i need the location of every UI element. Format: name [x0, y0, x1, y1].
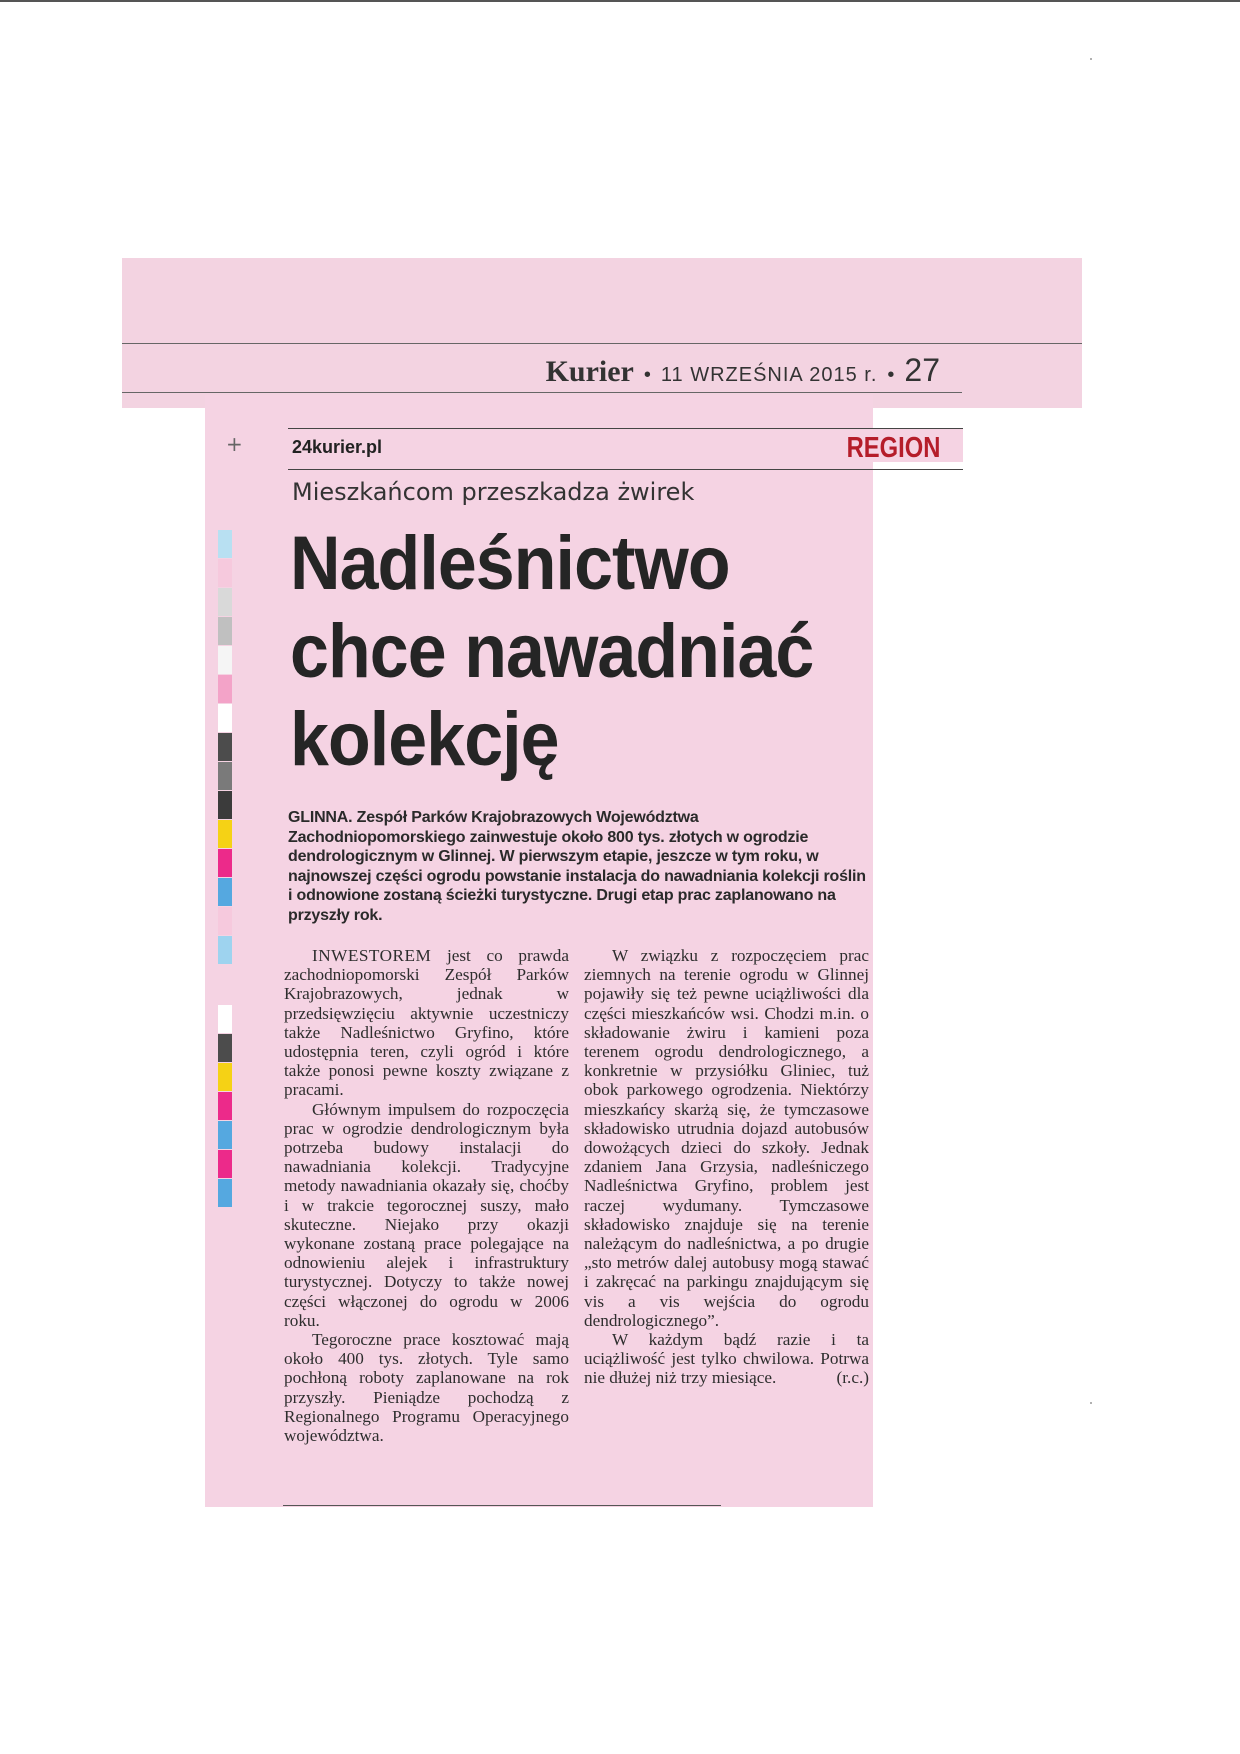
- paragraph: W związku z rozpoczęciem prac ziemnych na terenie ogrodu w Glinnej pojawiły się też pewne uciążliwości dla części mieszkańców wsi. Chodzi m.in. o składowanie żwiru i kamieni poza terenem ogrodu dendrologicznego, a konkretnie w przysiółku Gliniec, tuż obok parkowego ogrodzenia. Niektórzy mieszkańcy skarżą się, że tymczasowe składowisko utrudnia dojazd autobusów dowożących dzieci do szkoły. Jednak zdaniem Jana Grzysia, nadleśniczego Nadleśnictwa Gryfino, problem jest raczej wydumany. Tymczasowe składowisko znajduje się na terenie należącym do nadleśnictwa, a po drugie „sto metrów dalej autobusy mogą stawać i zakręcać na parkingu znajdującym się vis a vis wejścia do ogrodu dendrologicznego”.: [584, 946, 869, 1330]
- article-end-rule: [283, 1505, 721, 1506]
- registration-patch: [218, 675, 232, 703]
- scan-speck: [1090, 1402, 1092, 1404]
- page-number: 27: [904, 352, 940, 388]
- headline-line: Nadleśnictwo: [290, 521, 730, 606]
- scan-speck: [1090, 58, 1092, 60]
- registration-patch: [218, 907, 232, 935]
- registration-patch: [218, 1121, 232, 1149]
- masthead-rule-top: [122, 343, 1082, 344]
- author-byline: (r.c.): [836, 1368, 869, 1388]
- registration-patch: [218, 791, 232, 819]
- registration-patch: [218, 617, 232, 645]
- opening-caps: INWESTOREM: [312, 946, 432, 965]
- registration-patch: [218, 1063, 232, 1091]
- article-column-2: [584, 946, 869, 1388]
- registration-patch: [218, 1034, 232, 1062]
- headline-line: chce nawadniać: [290, 609, 814, 694]
- site-url: 24kurier.pl: [292, 437, 383, 457]
- paragraph-text: W każdym bądź razie i ta uciążliwość jest tylko chwilowa. Potrwa nie dłużej niż trzy miesiące.: [584, 1330, 869, 1388]
- section-rule-bottom: [288, 469, 963, 470]
- bullet-separator: •: [643, 364, 651, 386]
- registration-patch: [218, 588, 232, 616]
- registration-cross-icon: +: [226, 432, 243, 456]
- registration-patch: [218, 530, 232, 558]
- bullet-separator: •: [887, 364, 895, 386]
- masthead: [546, 352, 940, 394]
- registration-patch: [218, 646, 232, 674]
- article-kicker: Mieszkańcom przeszkadza żwirek: [292, 478, 695, 506]
- paragraph: Głównym impulsem do rozpoczęcia prac w ogrodzie dendrologicznym była potrzeba budowy instalacji do nawadniania kolekcji. Tradycyjne metody nawadniania okazały się, choćby i w trakcie tegorocznej suszy, mało skuteczne. Niejako przy okazji wykonane zostaną prace polegające na odnowieniu alejek i infrastruktury turystycznej. Dotyczy to także nowej części włączonej do ogrodu w 2006 roku.: [284, 1099, 569, 1330]
- section-rule-top: [288, 428, 963, 429]
- registration-patch: [218, 762, 232, 790]
- article-lead: GLINNA. Zespół Parków Krajobrazowych Województwa Zachodniopomorskiego zainwestuje około 800 tys. złotych w ogrodzie dendrologicznym w Glinnej. W pierwszym etapie, jeszcze w tym roku, w najnowszej części ogrodu powstanie instalacja do nawadniania kolekcji roślin i odnowione zostaną ścieżki turystyczne. Drugi etap prac zaplanowano na przyszły rok.: [288, 809, 866, 924]
- paragraph: [584, 1330, 869, 1388]
- issue-date: 11 WRZEŚNIA 2015 r.: [660, 364, 878, 386]
- registration-patch: [218, 733, 232, 761]
- headline-line: kolekcję: [290, 697, 559, 782]
- scan-top-edge: [0, 0, 1240, 2]
- registration-patch: [218, 1150, 232, 1178]
- registration-patch: [218, 1005, 232, 1033]
- registration-patch: [218, 849, 232, 877]
- registration-patch: [218, 1179, 232, 1207]
- paragraph: [284, 946, 569, 1100]
- paragraph: Tegoroczne prace kosztować mają około 400 tys. złotych. Tyle samo pochłoną roboty zaplanowane na rok przyszły. Pieniądze pochodzą z Regionalnego Programu Operacyjnego województwa.: [284, 1330, 569, 1446]
- registration-patch: [218, 936, 232, 964]
- article-headline: [290, 520, 833, 784]
- registration-patch: [218, 1092, 232, 1120]
- newspaper-name: Kurier: [545, 355, 634, 388]
- registration-patch: [218, 559, 232, 587]
- article-column-1: [284, 946, 569, 1445]
- registration-patch: [218, 878, 232, 906]
- registration-patch: [218, 820, 232, 848]
- paragraph-text: jest co prawda zachodniopomorski Zespół Parków Krajobrazowych, jednak w przedsięwzięciu aktywnie uczestniczy także Nadleśnictwo Gryfino, które udostępnia teren, czyli ogród i które także ponosi pewne koszty związane z pracami.: [284, 946, 569, 1100]
- section-label: REGION: [846, 432, 940, 464]
- registration-patch: [218, 704, 232, 732]
